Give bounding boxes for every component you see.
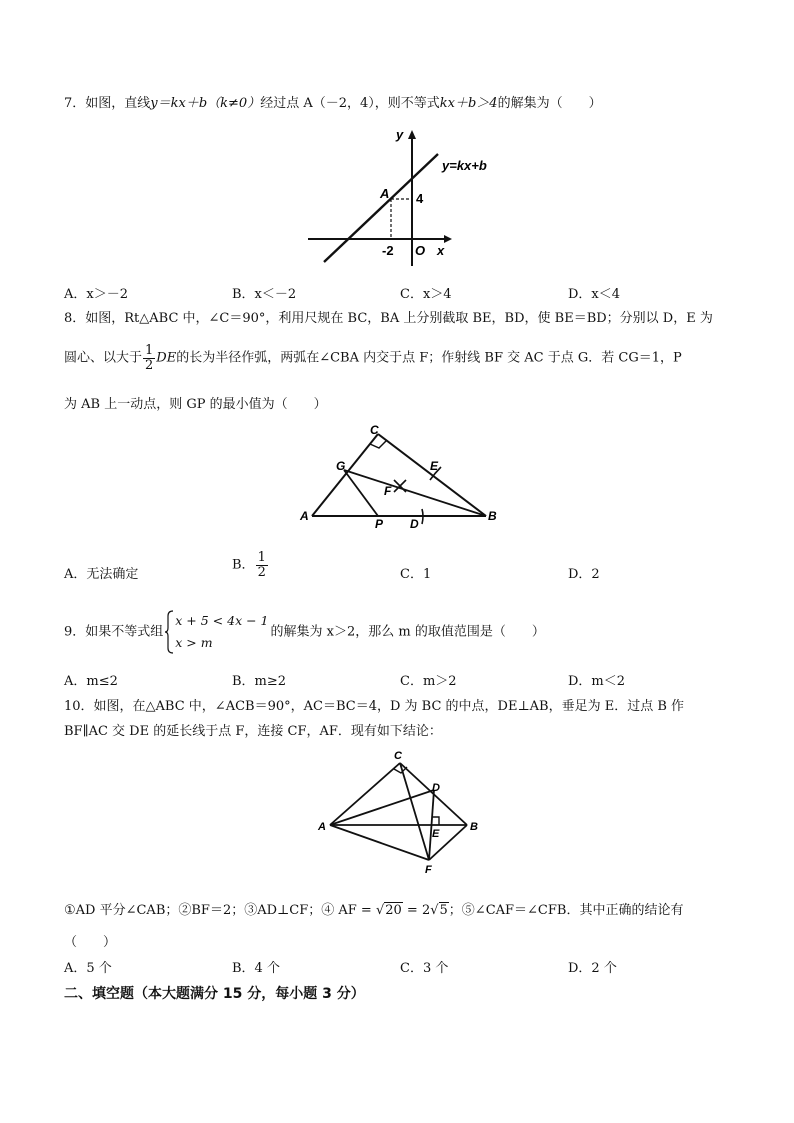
y-axis-arrow-icon	[408, 130, 416, 139]
tick-4-label: 4	[416, 191, 424, 206]
q10-conclusions: ①AD 平分∠CAB；②BF＝2；③AD⊥CF；④ AF = √20 = 2√5；⑤∠CAF＝∠CFB．其中正确的结论有	[64, 903, 684, 918]
fraction-one-half: $\frac{1}{2}$	[145, 343, 154, 373]
label-D: D	[432, 782, 440, 794]
q8-option-c[interactable]: C．1	[400, 567, 432, 582]
tick-m2-label: -2	[382, 243, 394, 258]
q8-options	[64, 550, 744, 582]
segment-CB	[378, 434, 486, 516]
label-C: C	[394, 750, 402, 762]
label-C: C	[370, 423, 379, 437]
q8-option-a[interactable]: A．无法确定	[64, 567, 139, 582]
q10-options	[64, 957, 744, 975]
q7-option-a[interactable]: A．x＞－2	[64, 287, 128, 302]
label-F: F	[384, 484, 392, 498]
q8-line2: 圆心、以大于 $\frac{1}{2}$ DE的长为半径作弧，两弧在∠CBA 内交于点 F；作射线 BF 交 AC 于点 G．若 CG＝1，P	[64, 343, 682, 373]
x-axis-arrow-icon	[444, 235, 452, 243]
q7-options	[64, 283, 744, 301]
q7-option-b[interactable]: B．x＜－2	[232, 287, 297, 302]
q7-figure	[300, 122, 500, 272]
q8-option-d[interactable]: D．2	[568, 567, 600, 582]
brace-icon	[165, 610, 174, 654]
q7-option-c[interactable]: C．x＞4	[400, 287, 452, 302]
right-angle-mark-E	[432, 817, 439, 825]
label-A: A	[300, 509, 309, 523]
fraction-one-half-option: $\frac{1}{2}$	[257, 550, 266, 580]
q10-answer-paren: （ ）	[64, 935, 117, 950]
q9-options	[64, 670, 744, 688]
label-B: B	[470, 821, 478, 833]
inequality-system: x + 5 < 4x − 1 x > m	[165, 610, 268, 654]
q9-option-c[interactable]: C．m＞2	[400, 674, 457, 689]
label-F: F	[425, 864, 432, 876]
q9-stem: 9．如果不等式组 x + 5 < 4x − 1 x > m 的解集为 x＞2，那么 m 的取值范围是（ ）	[64, 610, 545, 654]
label-D: D	[410, 517, 419, 531]
label-P: P	[375, 517, 384, 531]
segment-AD	[330, 790, 434, 825]
sqrt-sign-icon: √	[430, 903, 439, 918]
ray-BG	[344, 470, 486, 516]
line-label: y=kx+b	[442, 158, 487, 173]
q9-option-d[interactable]: D．m＜2	[568, 674, 626, 689]
origin-label: O	[415, 243, 426, 258]
q10-line1: 10．如图，在△ABC 中，∠ACB＝90°，AC＝BC＝4，D 为 BC 的中点，DE⊥AB，垂足为 E．过点 B 作	[64, 699, 685, 714]
label-A: A	[318, 821, 326, 833]
q8-line1: 8．如图，Rt△ABC 中，∠C＝90°，利用尺规在 BC，BA 上分别截取 BE，BD，使 BE＝BD；分别以 D，E 为	[64, 311, 713, 326]
label-E: E	[432, 828, 440, 840]
label-E: E	[430, 459, 439, 473]
point-A-label: A	[380, 186, 390, 201]
q7-option-d[interactable]: D．x＜4	[568, 287, 621, 302]
q10-line2: BF∥AC 交 DE 的延长线于点 F，连接 CF，AF．现有如下结论：	[64, 724, 442, 739]
q7-stem: 7．如图，直线y＝kx＋b（k≠0）经过点 A（－2，4），则不等式kx＋b＞4的解集为（ ）	[64, 96, 602, 111]
label-B: B	[488, 509, 497, 523]
sqrt-sign-icon: √	[375, 903, 385, 918]
q8-line3: 为 AB 上一动点，则 GP 的最小值为（ ）	[64, 397, 327, 412]
q10-option-a[interactable]: A．5 个	[64, 961, 112, 976]
segment-AC	[330, 763, 400, 825]
label-G: G	[336, 459, 346, 473]
q10-figure	[312, 745, 488, 877]
q8-option-b[interactable]: B． $\frac{1}{2}$	[232, 550, 266, 580]
q10-option-b[interactable]: B．4 个	[232, 961, 280, 976]
segment-AF	[330, 825, 429, 860]
section-heading-fill-in: 二、填空题（本大题满分 15 分，每小题 3 分）	[64, 986, 365, 1002]
y-label: y	[396, 127, 404, 142]
q8-figure	[298, 420, 508, 535]
x-label: x	[437, 243, 445, 258]
q10-option-d[interactable]: D．2 个	[568, 961, 617, 976]
segment-GP	[344, 470, 378, 516]
q9-option-a[interactable]: A．m≤2	[64, 674, 118, 689]
q9-option-b[interactable]: B．m≥2	[232, 674, 287, 689]
q10-option-c[interactable]: C．3 个	[400, 961, 449, 976]
